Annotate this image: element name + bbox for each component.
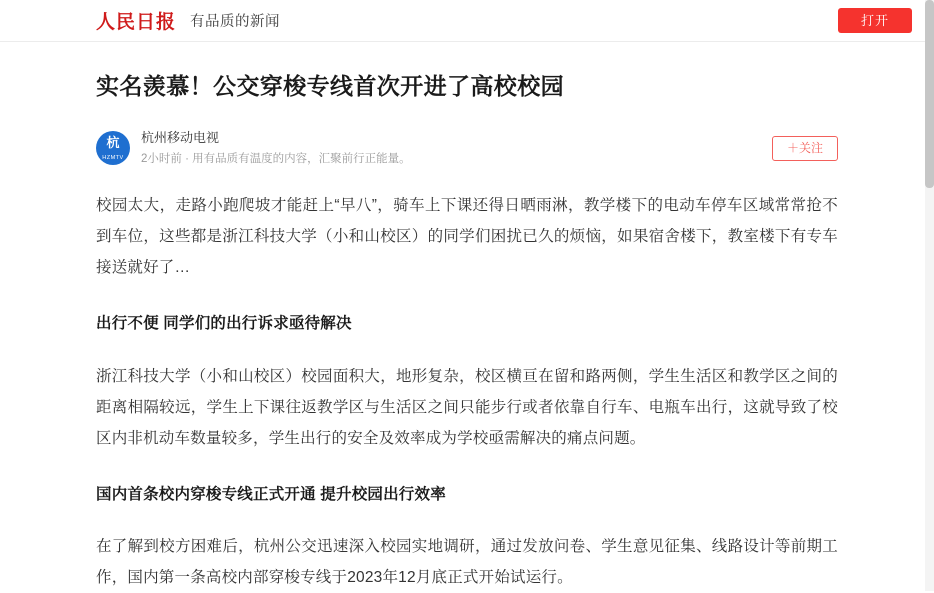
article-paragraph: 浙江科技大学（小和山校区）校园面积大，地形复杂，校区横亘在留和路两侧，学生生活区和教学区之间的距离相隔较远，学生上下课往返教学区与生活区之间只能步行或者依靠自行车、电瓶车出行，这就导致了校区内非机动车数量较多，学生出行的安全及效率成为学校亟需解决的痛点问题。 — [96, 367, 838, 447]
article-headline: 实名羡慕！公交穿梭专线首次开进了高校校园 — [96, 73, 564, 99]
follow-button[interactable]: ＋关注 — [772, 136, 838, 161]
source-meta: 2小时前 · 用有品质有温度的内容，汇聚前行正能量。 — [141, 152, 411, 165]
avatar-subtext: HZMTV — [102, 154, 124, 161]
article-paragraph: 在了解到校方困难后，杭州公交迅速深入校园实地调研，通过发放问卷、学生意见征集、线路设计等前期工作，国内第一条高校内部穿梭专线于2023年12月底正式开始试运行。 — [96, 537, 838, 586]
byline-text — [141, 128, 411, 168]
article-subheading: 国内首条校内穿梭专线正式开通 提升校园出行效率 — [96, 485, 446, 503]
byline-row — [96, 128, 838, 168]
article-subheading: 出行不便 同学们的出行诉求亟待解决 — [96, 315, 352, 333]
avatar-mark: 杭 — [106, 135, 120, 151]
site-header — [0, 0, 934, 42]
article-container — [0, 70, 934, 593]
open-app-button[interactable]: 打开 — [838, 8, 912, 33]
article-paragraph: 校园太大，走路小跑爬坡才能赶上“早八”，骑车上下课还得日晒雨淋，教学楼下的电动车停车区域常常抢不到车位，这些都是浙江科技大学（小和山校区）的同学们困扰已久的烦恼，如果宿舍楼下，教室楼下有专车接送就好了… — [96, 197, 838, 277]
source-name[interactable]: 杭州移动电视 — [141, 130, 220, 146]
vertical-scrollbar-thumb[interactable] — [925, 0, 934, 188]
avatar[interactable] — [96, 131, 130, 165]
peoples-daily-logo-icon[interactable]: 人民日报 — [96, 11, 177, 33]
site-slogan: 有品质的新闻 — [190, 14, 281, 30]
vertical-scrollbar-track[interactable] — [925, 0, 934, 591]
